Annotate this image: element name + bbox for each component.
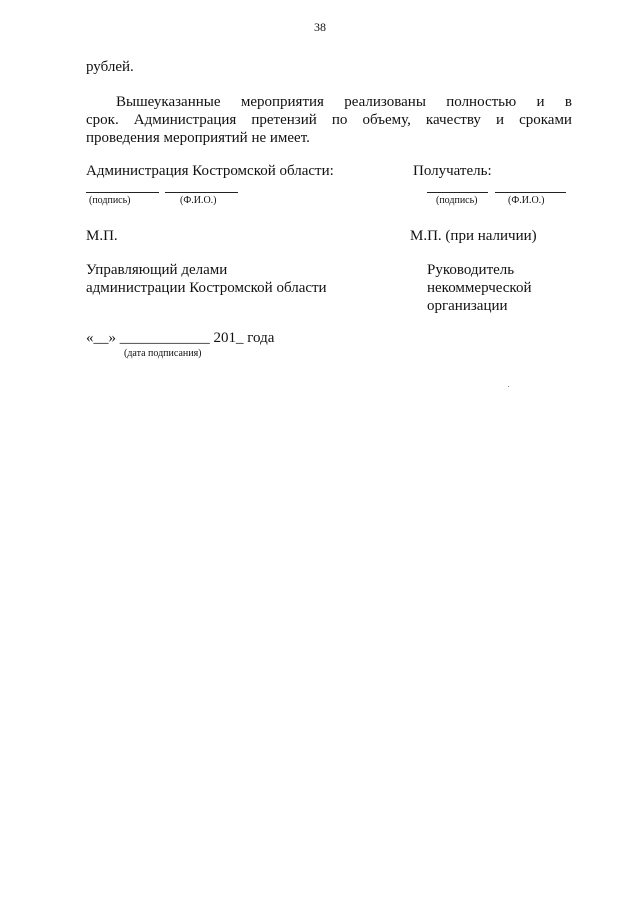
right-signature-caption: (подпись) [436,195,478,206]
right-signature-line [427,192,488,193]
paragraph-line-3: проведения мероприятий не имеет. [86,130,310,146]
paragraph-line-1 [86,93,572,111]
left-name-caption: (Ф.И.О.) [180,195,217,206]
right-name-line [495,192,566,193]
page-number: 38 [314,20,326,34]
paragraph-line-2 [86,111,572,129]
right-stamp: М.П. (при наличии) [410,228,537,244]
date-line: «__» ____________ 201_ года [86,330,275,346]
right-position-line-3: организации [427,298,508,314]
word: срок. [86,112,119,128]
left-party-title: Администрация Костромской области: [86,163,334,179]
word: в [564,94,572,110]
right-position-line-1: Руководитель [427,262,515,278]
paragraph-line-0: рублей. [86,59,134,75]
left-name-line [165,192,238,193]
word: Администрация [133,112,237,128]
word: качеству [425,112,481,128]
left-position-line-1: Управляющий делами [86,262,228,278]
word: Вышеуказанные [116,94,221,110]
date-caption: (дата подписания) [124,348,202,359]
right-name-caption: (Ф.И.О.) [508,195,545,206]
left-signature-caption: (подпись) [89,195,131,206]
word: объему, [362,112,411,128]
word: и [536,94,545,110]
word: и [495,112,504,128]
right-position-line-2: некоммерческой [427,280,532,296]
word: полностью [446,94,517,110]
word: претензий [251,112,317,128]
word: сроками [519,112,572,128]
word: реализованы [344,94,426,110]
scan-speck [508,386,509,387]
left-position-line-2: администрации Костромской области [86,280,327,296]
left-stamp: М.П. [86,228,118,244]
right-party-title: Получатель: [413,163,492,179]
left-signature-line [86,192,159,193]
word: мероприятия [240,94,324,110]
word: по [331,112,348,128]
